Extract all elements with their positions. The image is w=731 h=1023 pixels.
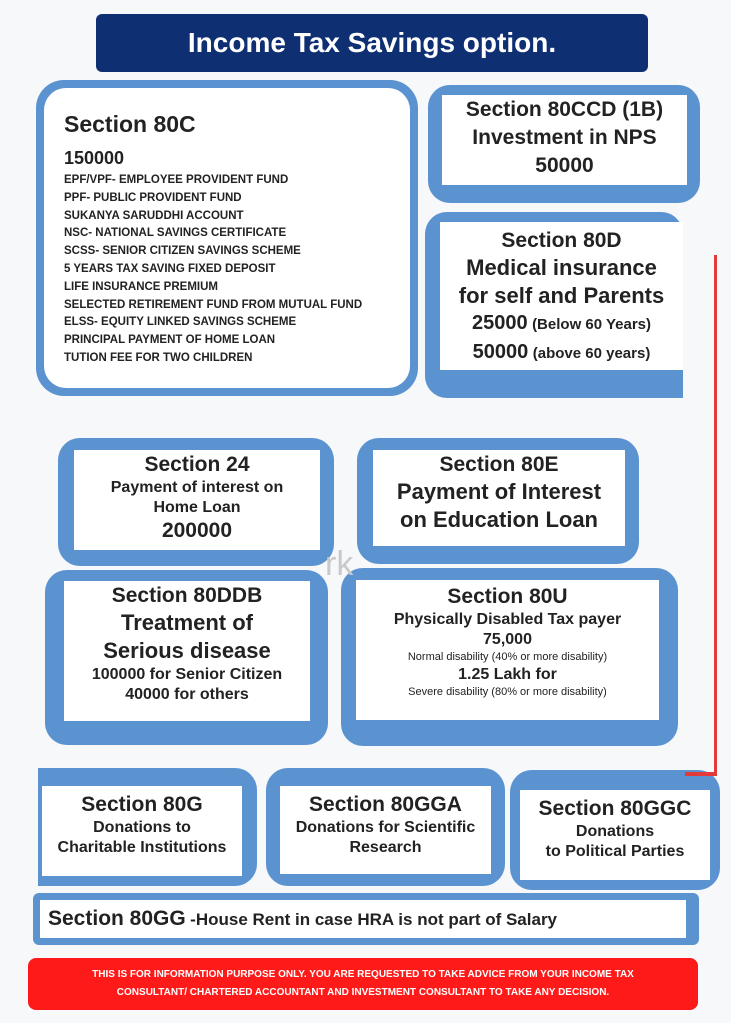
section-80g-line2: Donations to bbox=[93, 819, 191, 836]
section-80gga-line2: Donations for Scientific bbox=[295, 819, 476, 836]
section-80d-heading: Section 80D bbox=[501, 229, 622, 252]
section-80gga-line3: Research bbox=[349, 839, 422, 856]
section-80e-line2: Payment of Interest bbox=[396, 479, 602, 504]
section-80u-line2: Physically Disabled Tax payer bbox=[393, 611, 622, 628]
page-title: Income Tax Savings option. bbox=[96, 14, 648, 72]
list-item: NSC- NATIONAL SAVINGS CERTIFICATE bbox=[64, 227, 287, 240]
section-24-card bbox=[74, 450, 320, 550]
section-80d-note1: (Below 60 Years) bbox=[532, 316, 652, 333]
section-80ddb-line3: Serious disease bbox=[103, 638, 271, 663]
section-80ccd-heading: Section 80CCD (1B) bbox=[465, 98, 664, 121]
section-80d-row1 bbox=[440, 310, 683, 339]
section-80c-list bbox=[64, 172, 410, 368]
section-24-line3: Home Loan bbox=[153, 499, 241, 516]
list-item: EPF/VPF- EMPLOYEE PROVIDENT FUND bbox=[64, 174, 289, 186]
section-24-line2: Payment of interest on bbox=[110, 479, 284, 496]
section-80gg-heading: Section 80GG bbox=[48, 907, 186, 930]
section-80c-card bbox=[44, 88, 410, 388]
disclaimer-banner bbox=[28, 958, 698, 1010]
section-80d-card bbox=[440, 222, 683, 370]
list-item: ELSS- EQUITY LINKED SAVINGS SCHEME bbox=[64, 316, 297, 329]
section-80ggc-line3: to Political Parties bbox=[545, 843, 685, 860]
list-item: PPF- PUBLIC PROVIDENT FUND bbox=[64, 191, 242, 204]
section-80gga-card bbox=[280, 786, 491, 874]
section-80ggc-heading: Section 80GGC bbox=[538, 797, 692, 820]
section-80d-amt1: 25000 bbox=[471, 312, 528, 334]
section-24-heading: Section 24 bbox=[144, 453, 250, 476]
section-80gg-text: -House Rent in case HRA is not part of Salary bbox=[190, 910, 558, 929]
list-item: 5 YEARS TAX SAVING FIXED DEPOSIT bbox=[64, 262, 276, 275]
section-80u-card bbox=[356, 580, 659, 720]
section-80ddb-line2: Treatment of bbox=[120, 610, 254, 635]
red-border-corner bbox=[685, 772, 717, 776]
section-80gga-heading: Section 80GGA bbox=[309, 793, 462, 816]
section-80ddb-heading: Section 80DDB bbox=[111, 584, 263, 607]
watermark: rk bbox=[325, 545, 354, 583]
section-80g-heading: Section 80G bbox=[81, 793, 203, 816]
section-24-amount: 200000 bbox=[161, 519, 233, 542]
list-item: LIFE INSURANCE PREMIUM bbox=[64, 280, 218, 293]
section-80d-line3: for self and Parents bbox=[458, 283, 665, 308]
section-80ggc-card bbox=[520, 790, 710, 880]
section-80u-amount: 75,000 bbox=[483, 631, 532, 648]
section-80g-line3: Charitable Institutions bbox=[57, 839, 227, 856]
list-item: SCSS- SENIOR CITIZEN SAVINGS SCHEME bbox=[64, 245, 301, 258]
section-80d-amt2: 50000 bbox=[472, 341, 529, 363]
section-80u-line4: Normal disability (40% or more disability) bbox=[407, 651, 608, 663]
disclaimer-line1: THIS IS FOR INFORMATION PURPOSE ONLY. YOU ARE REQUESTED TO TAKE ADVICE FROM YOUR INCOME TAX bbox=[92, 969, 634, 980]
list-item: PRINCIPAL PAYMENT OF HOME LOAN bbox=[64, 334, 276, 347]
section-80ddb-line5: 40000 for others bbox=[125, 686, 249, 703]
section-80u-line5: 1.25 Lakh for bbox=[458, 666, 557, 683]
section-80u-line6: Severe disability (80% or more disability) bbox=[408, 686, 607, 698]
section-80d-row2 bbox=[440, 339, 683, 368]
red-border-line bbox=[714, 255, 717, 775]
disclaimer-line2: CONSULTANT/ CHARTERED ACCOUNTANT AND INVESTMENT CONSULTANT TO TAKE ANY DECISION. bbox=[116, 987, 610, 998]
section-80ddb-line4: 100000 for Senior Citizen bbox=[91, 666, 283, 683]
section-80c-heading: Section 80C bbox=[64, 111, 196, 137]
section-80ccd-line2: Investment in NPS bbox=[472, 126, 657, 149]
section-80g-card bbox=[42, 786, 242, 876]
section-80e-line3: on Education Loan bbox=[400, 507, 598, 532]
section-80gg-card bbox=[40, 900, 686, 938]
section-80e-heading: Section 80E bbox=[439, 453, 559, 476]
list-item: SUKANYA SARUDDHI ACCOUNT bbox=[64, 209, 244, 222]
section-80d-line2: Medical insurance bbox=[466, 255, 657, 280]
list-item: SELECTED RETIREMENT FUND FROM MUTUAL FUND bbox=[64, 298, 363, 311]
section-80d-note2: (above 60 years) bbox=[532, 345, 651, 362]
list-item: TUTION FEE FOR TWO CHILDREN bbox=[64, 351, 253, 364]
section-80ccd-card bbox=[442, 95, 687, 185]
section-80ddb-card bbox=[64, 581, 310, 721]
section-80u-heading: Section 80U bbox=[447, 585, 568, 608]
section-80ggc-line2: Donations bbox=[575, 823, 655, 840]
section-80c-amount: 150000 bbox=[64, 148, 125, 168]
section-80ccd-amount: 50000 bbox=[535, 154, 594, 177]
section-80e-card bbox=[373, 450, 625, 546]
